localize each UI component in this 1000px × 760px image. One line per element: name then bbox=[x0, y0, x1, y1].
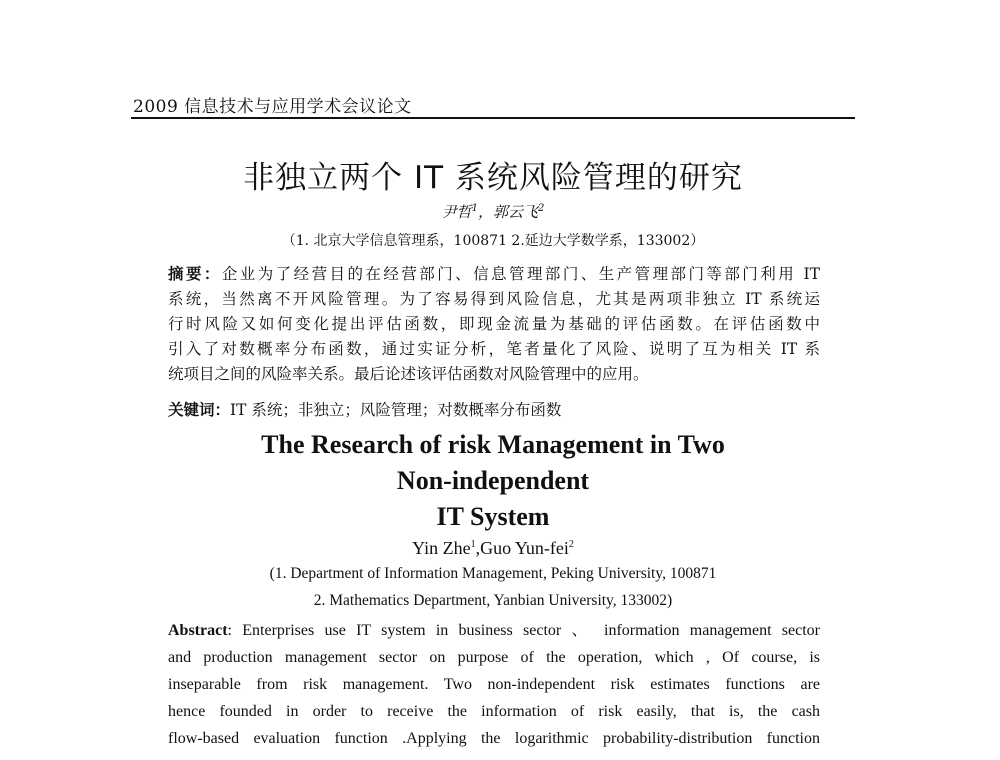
abstract-en-line: flow-based evaluation function .Applying the logarithmic probability-distribution function bbox=[168, 730, 820, 747]
author2-cn-sup: 2 bbox=[538, 203, 545, 214]
abstract-en-text: : Enterprises use IT system in business sector 、 information management sector bbox=[227, 622, 820, 639]
affiliation-en-line1: (1. Department of Information Management, Peking University, 100871 bbox=[269, 565, 717, 582]
paper-title-en-line3: IT System bbox=[436, 502, 550, 531]
abstract-en-line bbox=[168, 617, 820, 644]
author1-en-sup: 1 bbox=[470, 539, 476, 550]
abstract-en-label: Abstract bbox=[168, 622, 228, 639]
keywords-cn bbox=[168, 398, 561, 420]
keywords-cn-text: IT 系统；非独立；风险管理；对数概率分布函数 bbox=[230, 401, 562, 419]
affiliation-cn: （1. 北京大学信息管理系，100871 2.延边大学数学系，133002） bbox=[281, 233, 705, 249]
abstract-en-line: inseparable from risk management. Two non-independent risk estimates functions are bbox=[168, 676, 820, 693]
paper-title-en-line2: Non-independent bbox=[396, 466, 590, 495]
abstract-cn-text: 企业为了经营目的在经营部门、信息管理部门、生产管理部门等部门利用 IT bbox=[221, 265, 820, 283]
abstract-cn-line bbox=[168, 261, 820, 287]
paper-title-cn: 非独立两个 IT 系统风险管理的研究 bbox=[243, 160, 743, 196]
abstract-cn-line: 系统，当然离不开风险管理。为了容易得到风险信息，尤其是两项非独立 IT 系统运 bbox=[168, 290, 820, 308]
author2-en: ,Guo Yun-fei bbox=[475, 538, 569, 558]
abstract-en bbox=[168, 617, 820, 752]
author1-cn-sup: 1 bbox=[471, 203, 478, 214]
abstract-cn bbox=[168, 261, 820, 387]
header-rule bbox=[131, 117, 855, 119]
abstract-cn-label: 摘要： bbox=[168, 264, 222, 283]
author2-en-sup: 2 bbox=[568, 539, 574, 550]
author-separator-cn: ， bbox=[477, 203, 493, 221]
abstract-en-line: and production management sector on purpose of the operation, which , Of course, is bbox=[168, 649, 820, 666]
paper-title-en-line1: The Research of risk Management in Two bbox=[261, 430, 725, 459]
author2-cn: 郭云飞 bbox=[493, 203, 539, 221]
abstract-en-line: hence founded in order to receive the information of risk easily, that is, the cash bbox=[168, 703, 820, 720]
abstract-cn-line: 统项目之间的风险率关系。最后论述该评估函数对风险管理中的应用。 bbox=[168, 365, 649, 383]
paper-title-en bbox=[131, 427, 855, 535]
keywords-cn-label: 关键词： bbox=[168, 400, 231, 419]
running-header: 2009 信息技术与应用学术会议论文 bbox=[133, 97, 412, 117]
author1-cn: 尹哲 bbox=[441, 203, 472, 221]
authors-en bbox=[131, 538, 855, 559]
author1-en: Yin Zhe bbox=[412, 538, 471, 558]
authors-cn bbox=[131, 201, 855, 222]
abstract-cn-line: 行时风险又如何变化提出评估函数，即现金流量为基础的评估函数。在评估函数中 bbox=[168, 315, 820, 333]
abstract-cn-line: 引入了对数概率分布函数，通过实证分析，笔者量化了风险、说明了互为相关 IT 系 bbox=[168, 340, 820, 358]
affiliation-en-line2: 2. Mathematics Department, Yanbian University, 133002) bbox=[313, 592, 673, 609]
